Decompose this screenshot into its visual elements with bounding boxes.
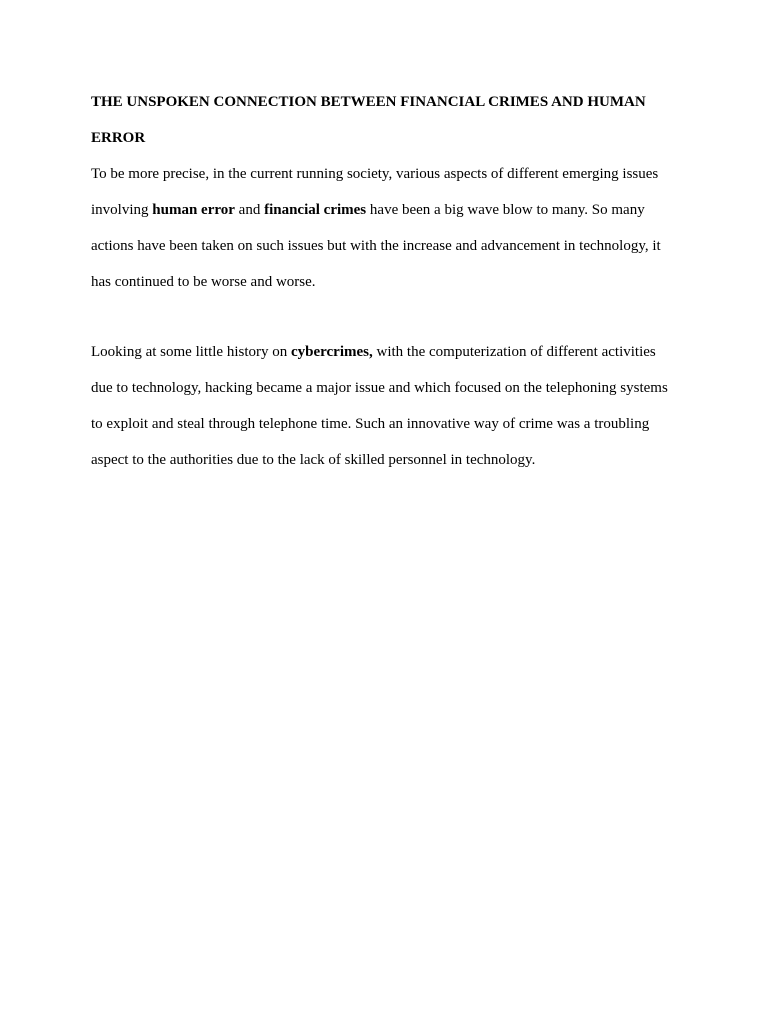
document-body bbox=[91, 84, 681, 478]
paragraph-intro-text-2: and bbox=[234, 202, 265, 218]
paragraph-history bbox=[91, 334, 681, 478]
bold-term-cybercrimes: cybercrimes, bbox=[290, 344, 373, 360]
paragraph-intro-text-3: have been a big wave blow to many. So many actions have been taken on such issues but with the increase and advancement in technology, it has continued to be worse and worse. bbox=[91, 202, 661, 290]
paragraph-intro bbox=[91, 156, 681, 300]
bold-term-financial-crimes: financial crimes bbox=[264, 202, 367, 218]
paragraph-intro-text-1: To be more precise, in the current running society, various aspects of different emerging issues involving bbox=[91, 166, 659, 218]
bold-term-human-error: human error bbox=[152, 202, 235, 218]
document-title: THE UNSPOKEN CONNECTION BETWEEN FINANCIAL CRIMES AND HUMAN ERROR bbox=[91, 94, 646, 146]
paragraph-history-text-1: Looking at some little history on bbox=[91, 344, 291, 360]
paragraph-history-text-2: with the computerization of different activities due to technology, hacking became a major issue and which focused on the telephoning systems to exploit and steal through telephone time. Such an innovative way of crime was a troubling aspect to the authorities due to the lack of skilled personnel in technology. bbox=[91, 344, 668, 468]
